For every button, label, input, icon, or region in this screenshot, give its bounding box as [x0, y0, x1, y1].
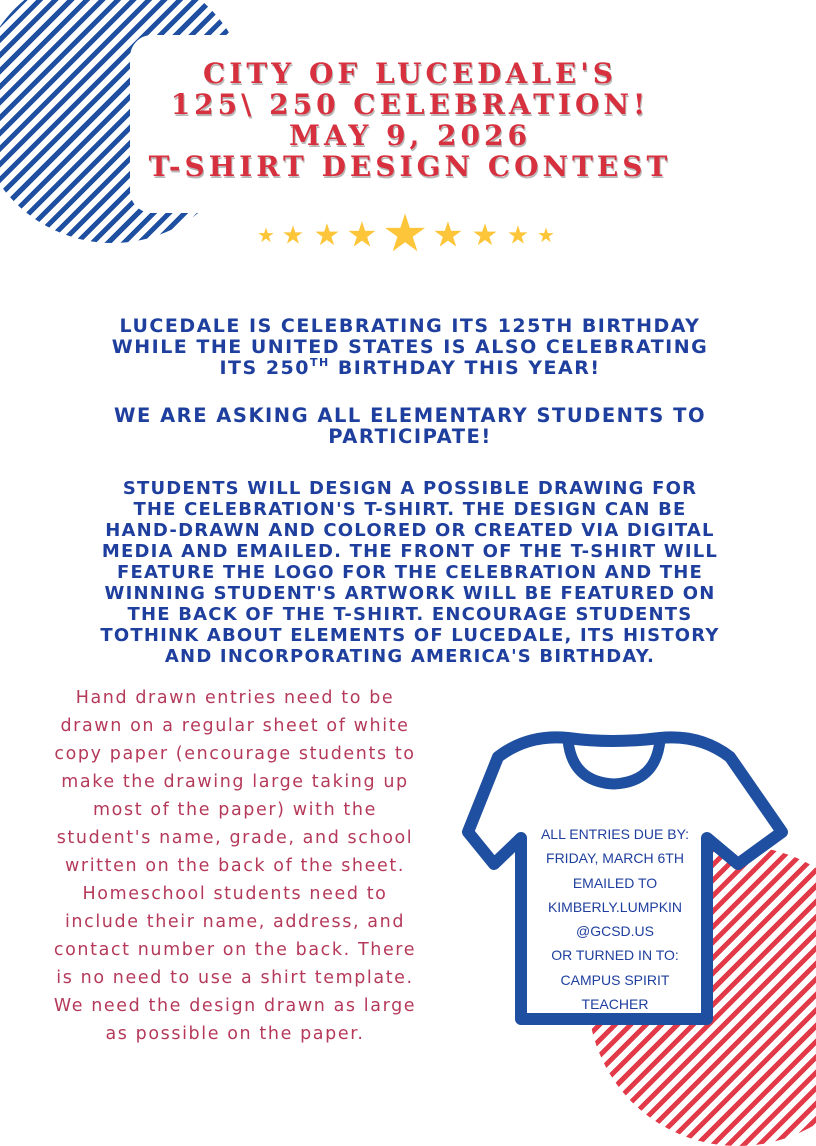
description-line: HAND-DRAWN AND COLORED OR CREATED VIA DIGITAL — [105, 520, 715, 541]
instruction-line: make the drawing large taking up — [61, 772, 409, 792]
instruction-line: written on the back of the sheet. — [65, 856, 405, 876]
intro-line-3: ITS 250 — [219, 357, 310, 379]
intro-line-2: WHILE THE UNITED STATES IS ALSO CELEBRATING — [111, 336, 709, 358]
instruction-line: drawn on a regular sheet of white — [60, 716, 410, 736]
description-line: AND INCORPORATING AMERICA'S BIRTHDAY. — [164, 646, 656, 667]
description-line: THE CELEBRATION'S T-SHIRT. THE DESIGN CAN BE — [133, 499, 687, 520]
star-icon: ★ — [313, 219, 341, 252]
entry-deadline-info — [525, 822, 705, 1016]
instruction-line: contact number on the back. There — [53, 940, 417, 960]
instruction-line: include their name, address, and — [64, 912, 406, 932]
instruction-line: most of the paper) with the — [93, 800, 377, 820]
instruction-line: We need the design drawn as large — [53, 996, 417, 1016]
participation-call: WE ARE ASKING ALL ELEMENTARY STUDENTS TO PARTICIPATE! — [113, 404, 707, 448]
turn-in-label: OR TURNED IN TO: — [551, 947, 679, 964]
star-icon: ★ — [471, 219, 499, 252]
star-icon: ★ — [346, 215, 378, 255]
title-line-2: 125\ 250 CELEBRATION! — [170, 88, 650, 121]
page-title — [130, 58, 690, 182]
turn-in-recipient: CAMPUS SPIRIT — [560, 971, 670, 988]
title-line-4: T-SHIRT DESIGN CONTEST — [148, 150, 672, 183]
description-line: MEDIA AND EMAILED. THE FRONT OF THE T-SHIRT WILL — [101, 541, 719, 562]
hand-drawn-instructions — [15, 684, 455, 1048]
title-line-3: MAY 9, 2026 — [289, 119, 531, 152]
email-address-domain[interactable]: @GCSD.US — [576, 923, 654, 940]
instruction-line: Hand drawn entries need to be — [75, 688, 395, 708]
email-address-user[interactable]: KIMBERLY.LUMPKIN — [547, 898, 683, 915]
description-line: TOTHINK ABOUT ELEMENTS OF LUCEDALE, ITS HISTORY — [100, 625, 720, 646]
title-line-1: CITY OF LUCEDALE'S — [202, 57, 617, 90]
ordinal-suffix: TH — [309, 356, 330, 369]
description-line: STUDENTS WILL DESIGN A POSSIBLE DRAWING FOR — [122, 478, 698, 499]
deadline-label: ALL ENTRIES DUE BY: — [540, 826, 690, 842]
intro-line-3-end: BIRTHDAY THIS YEAR! — [329, 357, 601, 379]
star-icon: ★ — [257, 225, 275, 247]
turn-in-recipient-cont: TEACHER — [581, 996, 649, 1013]
star-icon: ★ — [537, 225, 555, 247]
description-line: FEATURE THE LOGO FOR THE CELEBRATION AND THE — [116, 562, 704, 583]
instruction-line: is no need to use a shirt template. — [56, 968, 414, 988]
instruction-line: as possible on the paper. — [105, 1024, 365, 1044]
description-line: WINNING STUDENT'S ARTWORK WILL BE FEATURED ON — [104, 583, 716, 604]
deadline-date: FRIDAY, MARCH 6TH — [546, 850, 684, 867]
intro-paragraph — [40, 316, 780, 379]
intro-line-1: LUCEDALE IS CELEBRATING ITS 125TH BIRTHDAY — [119, 315, 701, 337]
stars-row — [0, 205, 816, 263]
instruction-line: Homeschool students need to — [82, 884, 388, 904]
instruction-line: student's name, grade, and school — [56, 828, 414, 848]
email-label: EMAILED TO — [572, 874, 658, 891]
star-icon: ★ — [506, 221, 530, 250]
star-icon: ★ — [281, 221, 305, 250]
instruction-line: copy paper (encourage students to — [54, 744, 416, 764]
description-line: THE BACK OF THE T-SHIRT. ENCOURAGE STUDENTS — [127, 604, 693, 625]
contest-description — [30, 478, 790, 667]
star-icon: ★ — [381, 205, 429, 263]
star-icon: ★ — [432, 215, 464, 255]
